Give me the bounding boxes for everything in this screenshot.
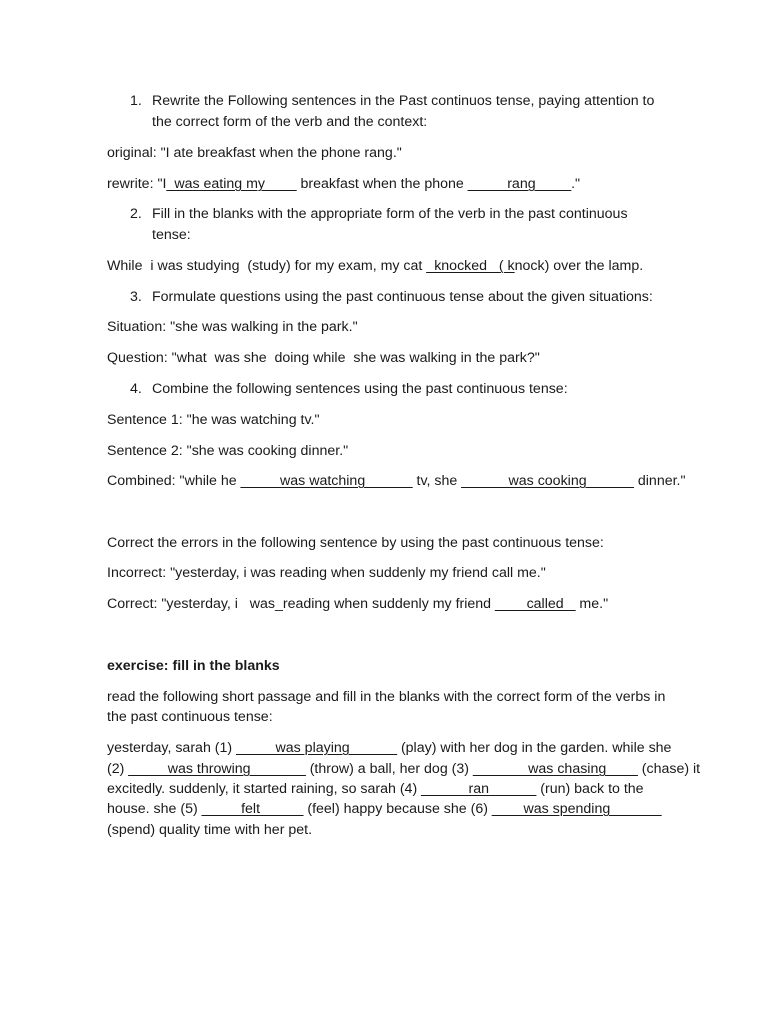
q3-instruction: Formulate questions using the past continuous tense about the given situations: bbox=[152, 289, 653, 305]
q2-number: 2. bbox=[130, 206, 142, 222]
exercise-intro-line1: read the following short passage and fill in the blanks with the correct form of the verbs in bbox=[107, 689, 666, 705]
blank-2: _____was throwing_______ bbox=[128, 761, 306, 777]
q2-sentence: While i was studying (study) for my exam, my cat _knocked ( knock) over the lamp. bbox=[107, 258, 644, 274]
q1-instruction-line2: the correct form of the verb and the context: bbox=[152, 114, 428, 130]
q2-instruction-line1: Fill in the blanks with the appropriate form of the verb in the past continuous bbox=[152, 206, 628, 222]
exercise-title: exercise: fill in the blanks bbox=[107, 658, 280, 674]
q1-answer-1: _was eating my____ bbox=[166, 176, 297, 192]
q1-instruction-line1: Rewrite the Following sentences in the Past continuos tense, paying attention to bbox=[152, 93, 655, 109]
q4-instruction: Combine the following sentences using the past continuous tense: bbox=[152, 381, 568, 397]
blank-3: _______was chasing____ bbox=[472, 761, 638, 777]
errors-incorrect: Incorrect: "yesterday, i was reading when suddenly my friend call me." bbox=[107, 565, 546, 581]
passage-line-2: (2) _____was throwing_______ (throw) a ball, her dog (3) _______was chasing____ (chase) it bbox=[107, 761, 701, 777]
blank-1: _____was playing______ bbox=[236, 740, 397, 756]
q4-number: 4. bbox=[130, 381, 142, 397]
q4-sentence-1: Sentence 1: "he was watching tv." bbox=[107, 412, 320, 428]
q1-answer-2: _____rang ____ bbox=[467, 176, 572, 192]
q1-rewrite: rewrite: "I_was eating my____ breakfast when the phone _____rang ____." bbox=[107, 176, 581, 192]
errors-correct: Correct: "yesterday, i was_reading when suddenly my friend ____called _ me." bbox=[107, 596, 609, 612]
blank-4: ______ran______ bbox=[421, 781, 537, 797]
q2-instruction-line2: tense: bbox=[152, 227, 191, 243]
q4-sentence-2: Sentence 2: "she was cooking dinner." bbox=[107, 443, 349, 459]
passage-line-4: house. she (5) _____felt _____ (feel) happy because she (6) ____was spending ______ bbox=[107, 801, 662, 817]
exercise-intro-line2: the past continuous tense: bbox=[107, 709, 273, 725]
passage-line-5: (spend) quality time with her pet. bbox=[107, 822, 313, 838]
q4-answer-1: _____was watching______ bbox=[240, 473, 413, 489]
q4-answer-2: ______was cooking______ bbox=[461, 473, 634, 489]
blank-6: ____was spending ______ bbox=[491, 801, 662, 817]
blank-5: _____felt _____ bbox=[201, 801, 304, 817]
q4-combined: Combined: "while he _____was watching______ tv, she ______was cooking______ dinner." bbox=[107, 473, 686, 489]
q2-answer: _knocked ( k bbox=[426, 258, 515, 274]
q3-question: Question: "what was she doing while she was walking in the park?" bbox=[107, 350, 540, 366]
errors-instruction: Correct the errors in the following sentence by using the past continuous tense: bbox=[107, 535, 604, 551]
passage-line-3: excitedly. suddenly, it started raining, so sarah (4) ______ran______ (run) back to the bbox=[107, 781, 644, 797]
passage-line-1: yesterday, sarah (1) _____was playing______ (play) with her dog in the garden. while she bbox=[107, 740, 672, 756]
q1-original: original: "I ate breakfast when the phone rang." bbox=[107, 145, 402, 161]
errors-answer: ____called _ bbox=[495, 596, 576, 612]
q3-situation: Situation: "she was walking in the park." bbox=[107, 319, 358, 335]
q1-number: 1. bbox=[130, 93, 142, 109]
q3-number: 3. bbox=[130, 289, 142, 305]
